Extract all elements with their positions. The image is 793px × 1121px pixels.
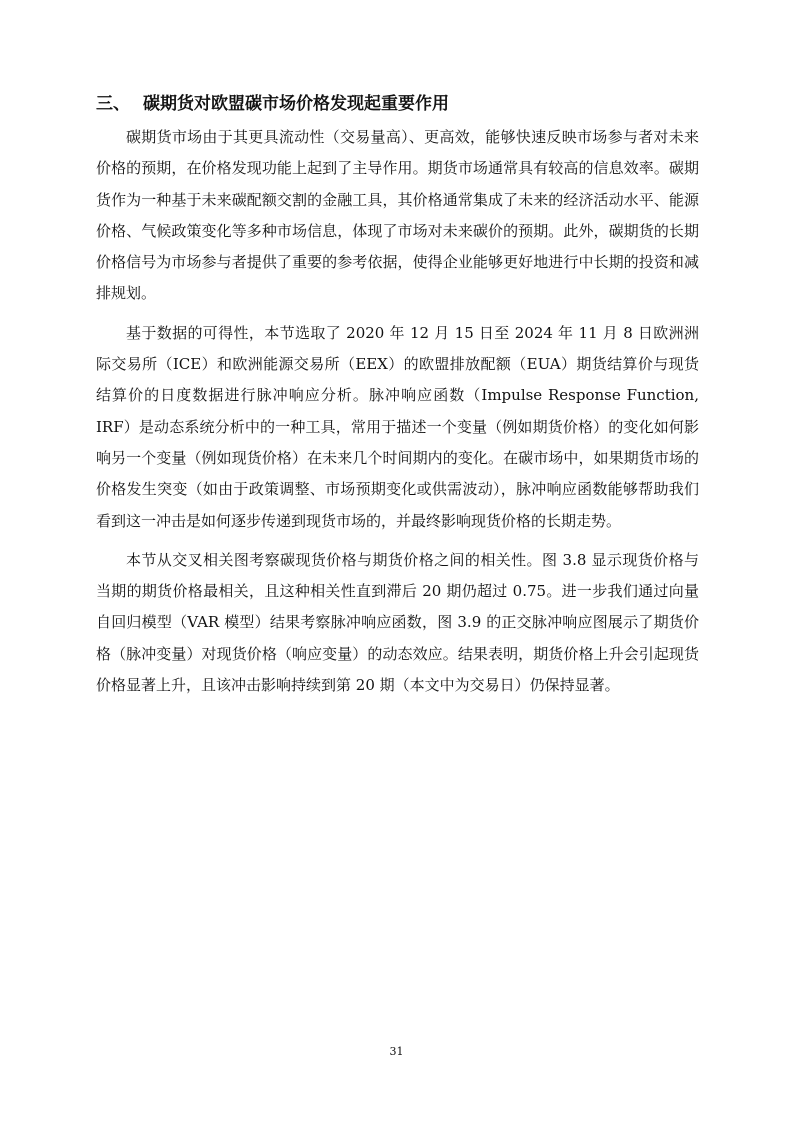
section-title: 碳期货对欧盟碳市场价格发现起重要作用 xyxy=(143,94,449,114)
paragraph-2: 基于数据的可得性，本节选取了 2020 年 12 月 15 日至 2024 年 11 月 8 日欧洲洲际交易所（ICE）和欧洲能源交易所（EEX）的欧盟排放配额（EUA）期货结算价与现货结算价的日度数据进行脉冲响应分析。脉冲响应函数（Impulse Response Function, IRF）是动态系统分析中的一种工具，常用于描述一个变量（例如期货价格）的变化如何影响另一个变量（例如现货价格）在未来几个时间期内的变化。在碳市场中，如果期货市场的价格发生突变（如由于政策调整、市场预期变化或供需波动），脉冲响应函数能够帮助我们看到这一冲击是如何逐步传递到现货市场的，并最终影响现货价格的长期走势。 xyxy=(96,323,699,530)
section-heading xyxy=(96,90,706,118)
paragraph-1: 碳期货市场由于其更具流动性（交易量高）、更高效，能够快速反映市场参与者对未来价格的预期，在价格发现功能上起到了主导作用。期货市场通常具有较高的信息效率。碳期货作为一种基于未来碳配额交割的金融工具，其价格通常集成了未来的经济活动水平、能源价格、气候政策变化等多种市场信息，体现了市场对未来碳价的预期。此外，碳期货的长期价格信号为市场参与者提供了重要的参考依据，使得企业能够更好地进行中长期的投资和减排规划。 xyxy=(96,128,699,303)
body-text xyxy=(96,122,699,709)
paragraph-3: 本节从交叉相关图考察碳现货价格与期货价格之间的相关性。图 3.8 显示现货价格与当期的期货价格最相关，且这种相关性直到滞后 20 期仍超过 0.75。进一步我们通过向量自回归模型（VAR 模型）结果考察脉冲响应函数，图 3.9 的正交脉冲响应图展示了期货价格（脉冲变量）对现货价格（响应变量）的动态效应。结果表明，期货价格上升会引起现货价格显著上升，且该冲击影响持续到第 20 期（本文中为交易日）仍保持显著。 xyxy=(96,550,699,695)
section-number: 三、 xyxy=(96,94,130,114)
page-number: 31 xyxy=(389,1045,404,1058)
